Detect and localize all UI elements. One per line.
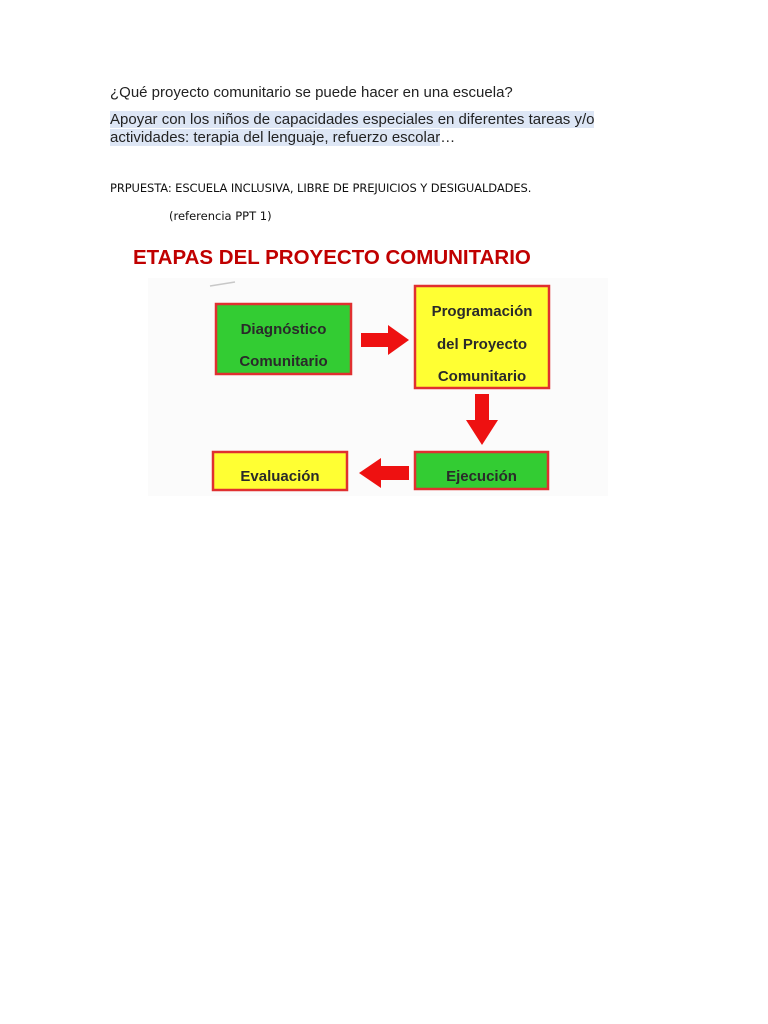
project-stages-diagram [118,238,648,500]
answer-highlighted-text: Apoyar con los niños de capacidades especiales en diferentes tareas y/o actividades: terapia del lenguaje, refuerzo escolar [110,111,595,146]
stage-diagnostico-line1: Diagnóstico [240,321,327,338]
stage-programacion-line3: Comunitario [437,368,527,385]
reference-text: (referencia PPT 1) [169,209,272,223]
stage-programacion-line2: del Proyecto [436,336,528,353]
question-text: ¿Qué proyecto comunitario se puede hacer en una escuela? [110,84,513,101]
stage-programacion-line1: Programación [431,303,533,320]
proposal-text: PRPUESTA: ESCUELA INCLUSIVA, LIBRE DE PREJUICIOS Y DESIGUALDADES. [110,181,532,195]
diagram-title: ETAPAS DEL PROYECTO COMUNITARIO [133,246,531,269]
answer-ellipsis: … [440,129,456,146]
stage-diagnostico-line2: Comunitario [239,353,328,370]
stage-ejecucion-label: Ejecución [446,468,517,485]
stage-evaluacion-label: Evaluación [240,468,320,485]
answer-paragraph [110,111,630,147]
